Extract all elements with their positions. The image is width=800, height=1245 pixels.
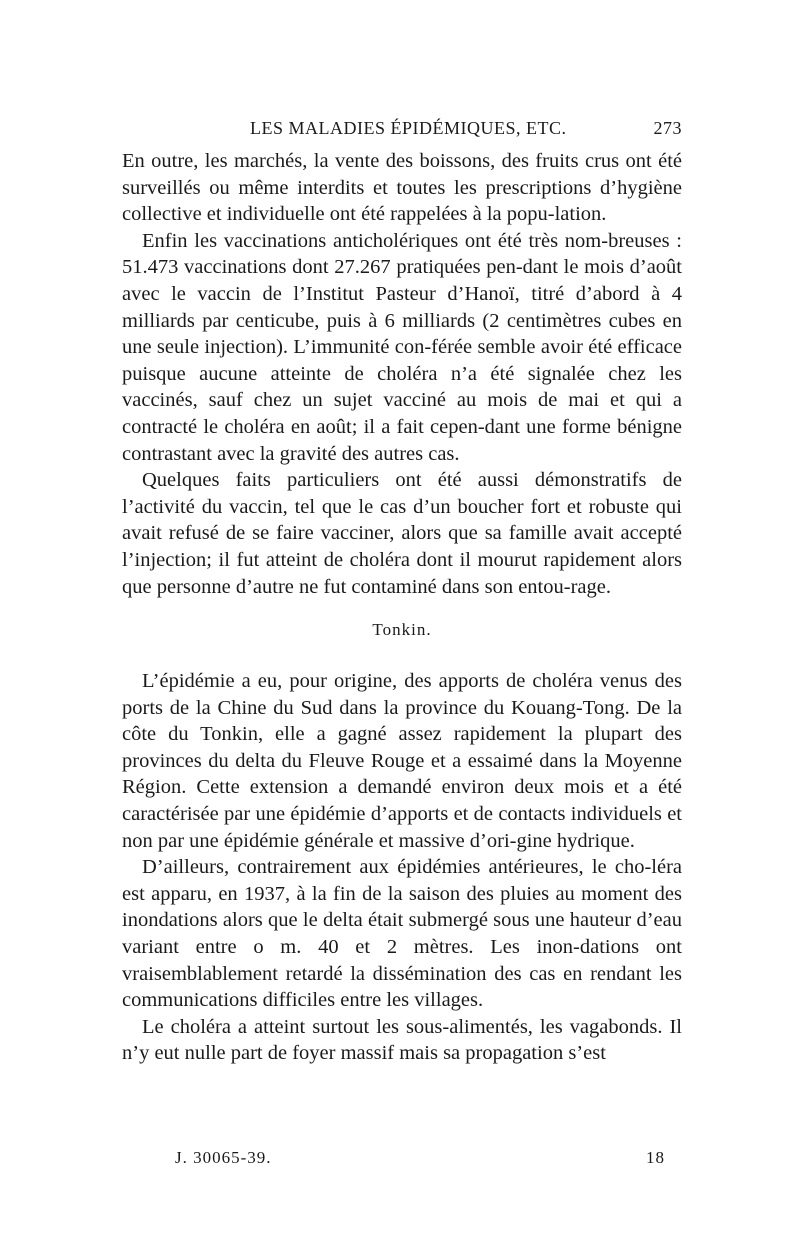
page: [122, 118, 682, 1067]
paragraph-5: D’ailleurs, contrairement aux épidémies antérieures, le cho-léra est apparu, en 1937, à la fin de la saison des pluies au moment des inondations alors que le delta était submergé sous une hauteur d’eau variant entre o m. 40 et 2 mètres. Les inon-dations ont vraisemblablement retardé la dissémination des cas en rendant les communications difficiles entre les villages.: [122, 856, 682, 1012]
running-head: [122, 118, 682, 148]
body-text: [122, 148, 682, 1067]
section-title: Tonkin.: [372, 620, 432, 640]
page-number: 273: [653, 118, 682, 138]
running-title: LES MALADIES ÉPIDÉMIQUES, ETC.: [250, 118, 567, 138]
sheet-number: 18: [646, 1148, 665, 1167]
paragraph-1: En outre, les marchés, la vente des boissons, des fruits crus ont été surveillés ou même interdits et toutes les prescriptions d’hygiène collective et individuelle ont été rappelées à la popu-lation.: [122, 150, 682, 226]
paragraph-2: Enfin les vaccinations anticholériques ont été très nom-breuses : 51.473 vaccinations dont 27.267 pratiquées pen-dant le mois d’août avec le vaccin de l’Institut Pasteur d’Hanoï, titré d’abord à 4 milliards par centicube, puis à 6 milliards (2 centimètres cubes en une seule injection). L’immunité con-férée semble avoir été efficace puisque aucune atteinte de choléra n’a été signalée chez les vaccinés, sauf chez un sujet vacciné au mois de mai et qui a contracté le choléra en août; il a fait cepen-dant une forme bénigne contrastant avec la gravité des autres cas.: [122, 229, 682, 465]
printer-signature: J. 30065-39.: [175, 1148, 272, 1167]
paragraph-4: L’épidémie a eu, pour origine, des apports de choléra venus des ports de la Chine du Sud dans la province du Kouang-Tong. De la côte du Tonkin, elle a gagné assez rapidement la plupart des provinces du delta du Fleuve Rouge et a essaimé dans la Moyenne Région. Cette extension a demandé environ deux mois et a été caractérisée par une épidémie d’apports et de contacts individuels et non par une épidémie générale et massive d’ori-gine hydrique.: [122, 670, 682, 852]
paragraph-3: Quelques faits particuliers ont été aussi démonstratifs de l’activité du vaccin, tel que le cas d’un boucher fort et robuste qui avait refusé de se faire vacciner, alors que sa famille avait accepté l’injection; il fut atteint de choléra dont il mourut rapidement alors que personne d’autre ne fut contaminé dans son entou-rage.: [122, 469, 682, 598]
paragraph-6: Le choléra a atteint surtout les sous-alimentés, les vagabonds. Il n’y eut nulle part de foyer massif mais sa propagation s’est: [122, 1015, 682, 1065]
